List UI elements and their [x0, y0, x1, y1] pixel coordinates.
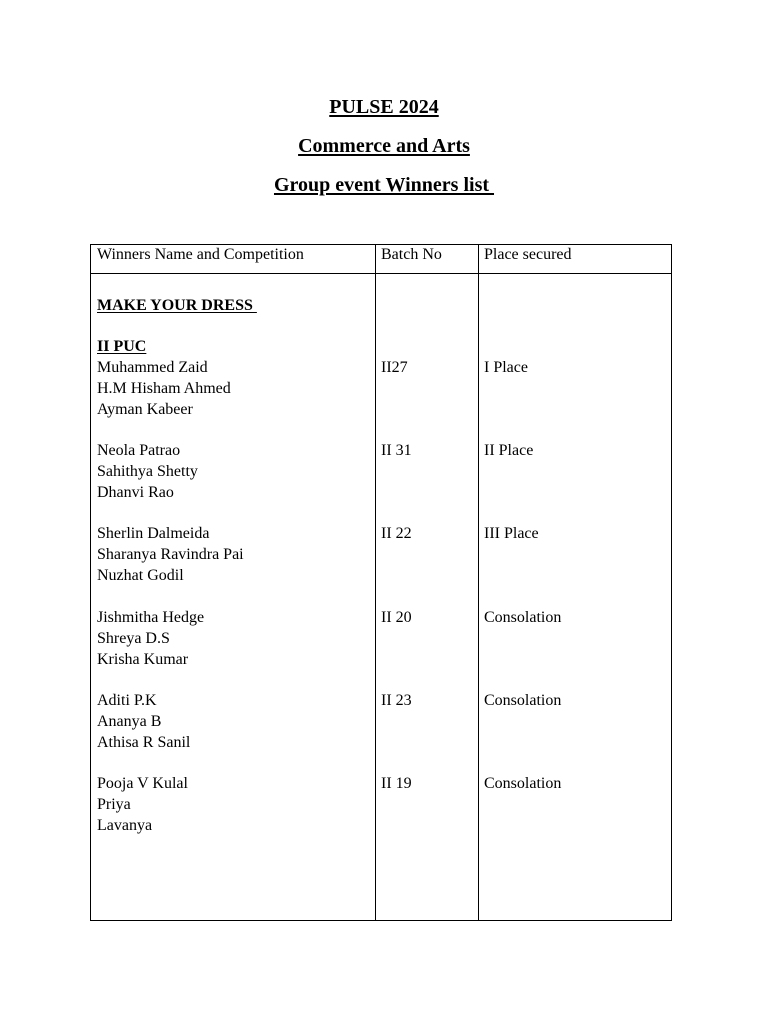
place-secured: II Place: [484, 442, 534, 459]
batch-number: II 20: [381, 609, 412, 626]
winner-name: H.M Hisham Ahmed: [97, 379, 231, 397]
place-secured: Consolation: [484, 775, 562, 792]
table-row: [97, 691, 190, 753]
list-title: Group event Winners list: [273, 174, 495, 196]
table-row: [97, 608, 204, 670]
winner-name: Jishmitha Hedge: [97, 609, 205, 626]
place-secured: III Place: [484, 525, 539, 542]
table-row: [97, 358, 231, 420]
winner-name: Dhanvi Rao: [97, 483, 174, 501]
class-label: II PUC: [97, 338, 147, 355]
place-secured: Consolation: [484, 609, 562, 626]
winner-name: Priya: [97, 795, 131, 813]
winner-name: Aditi P.K: [97, 692, 157, 709]
winner-name: Krisha Kumar: [97, 650, 189, 668]
batch-number: II 22: [381, 525, 412, 542]
document-subtitle: Commerce and Arts: [298, 135, 470, 157]
winner-name: Nuzhat Godil: [97, 566, 184, 584]
winners-table: [90, 244, 672, 921]
column-header-winners: Winners Name and Competition: [97, 246, 304, 263]
header-divider: [91, 273, 671, 274]
winner-name: Lavanya: [97, 816, 153, 834]
winner-name: Neola Patrao: [97, 442, 181, 459]
winner-name: Pooja V Kulal: [97, 775, 188, 792]
column-divider: [478, 245, 479, 920]
batch-number: II27: [381, 359, 408, 376]
winner-name: Sharanya Ravindra Pai: [97, 545, 244, 563]
winner-name: Sahithya Shetty: [97, 462, 198, 480]
batch-number: II 19: [381, 775, 412, 792]
table-row: [97, 441, 198, 503]
winner-name: Sherlin Dalmeida: [97, 525, 210, 542]
winner-name: Athisa R Sanil: [97, 733, 191, 751]
place-secured: I Place: [484, 359, 528, 376]
competition-name: MAKE YOUR DRESS: [97, 297, 257, 314]
column-header-place: Place secured: [484, 246, 572, 263]
table-row: [97, 774, 188, 836]
winner-name: Shreya D.S: [97, 629, 170, 647]
document-title: PULSE 2024: [329, 96, 439, 118]
batch-number: II 23: [381, 692, 412, 709]
place-secured: Consolation: [484, 692, 562, 709]
batch-number: II 31: [381, 442, 412, 459]
winner-name: Ayman Kabeer: [97, 400, 193, 418]
column-divider: [375, 245, 376, 920]
winner-name: Ananya B: [97, 712, 162, 730]
table-row: [97, 524, 244, 586]
column-header-batch: Batch No: [381, 246, 442, 263]
winner-name: Muhammed Zaid: [97, 359, 208, 376]
